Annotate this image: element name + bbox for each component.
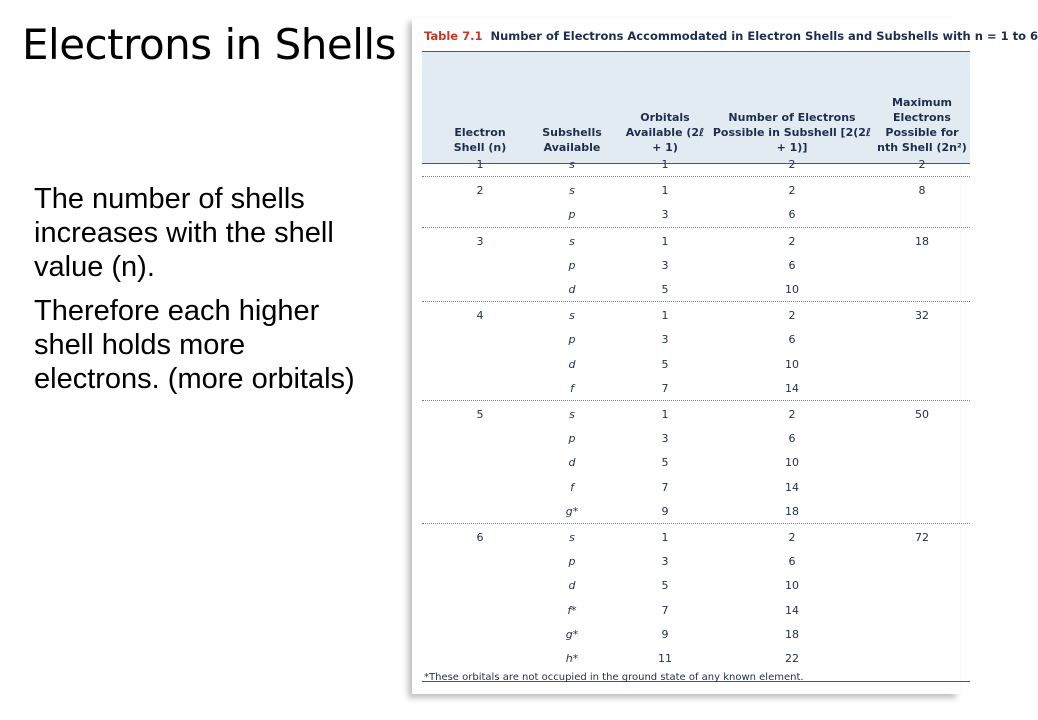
table-caption-text: Number of Electrons Accommodated in Electron Shells and Subshells with n = 1 to 6 <box>490 29 1038 43</box>
cell-electrons: 10 <box>785 357 799 371</box>
cell-orbitals: 7 <box>661 603 669 617</box>
cell-max-electrons: 32 <box>915 309 929 323</box>
cell-electrons: 6 <box>788 208 796 222</box>
cell-orbitals: 9 <box>661 504 669 518</box>
cell-electrons: 22 <box>785 652 799 665</box>
cell-max-electrons: 8 <box>918 184 926 198</box>
group-separator <box>422 301 970 302</box>
cell-subshell: d <box>568 283 576 296</box>
cell-electrons: 6 <box>788 333 796 347</box>
header-max-electrons: Maximum Electrons Possible for nth Shell (2n²) <box>877 96 967 154</box>
cell-orbitals: 3 <box>661 208 669 222</box>
cell-subshell: s <box>569 309 575 323</box>
cell-subshell: s <box>569 234 575 248</box>
cell-max-electrons: 18 <box>915 234 929 248</box>
cell-electrons: 10 <box>785 579 799 593</box>
cell-orbitals: 1 <box>661 309 669 323</box>
cell-orbitals: 3 <box>661 258 669 272</box>
cell-subshell: s <box>569 531 575 544</box>
cell-subshell: s <box>569 408 575 421</box>
cell-subshell: f <box>570 381 574 395</box>
cell-electrons: 14 <box>785 381 799 395</box>
cell-orbitals: 3 <box>661 555 669 569</box>
group-separator <box>422 523 970 524</box>
cell-electrons: 18 <box>785 627 799 641</box>
cell-orbitals: 5 <box>661 357 669 371</box>
cell-orbitals: 1 <box>661 531 669 544</box>
cell-max-electrons: 50 <box>915 408 929 421</box>
cell-subshell: f* <box>567 603 577 617</box>
cell-orbitals: 9 <box>661 627 669 641</box>
group-separator <box>422 400 970 401</box>
cell-electrons: 2 <box>788 184 796 198</box>
bullet-text: Therefore each higher shell holds more electrons. (more orbitals) <box>34 295 355 395</box>
cell-electrons: 6 <box>788 432 796 446</box>
cell-max-electrons: 72 <box>915 531 929 544</box>
slide-title: Electrons in Shells <box>22 20 396 69</box>
cell-shell: 4 <box>476 309 484 323</box>
cell-electrons: 2 <box>788 408 796 421</box>
cell-orbitals: 1 <box>661 158 669 171</box>
header-electron-shell: Electron Shell (n) <box>453 126 507 154</box>
cell-shell: 6 <box>476 531 484 544</box>
cell-subshell: d <box>568 579 576 593</box>
cell-orbitals: 1 <box>661 408 669 421</box>
cell-subshell: h* <box>565 652 579 665</box>
cell-electrons: 2 <box>788 158 796 171</box>
cell-electrons: 18 <box>785 504 799 518</box>
cell-subshell: g* <box>565 627 579 641</box>
header-subshells: Subshells Available <box>542 126 602 154</box>
table-footnote: *These orbitals are not occupied in the ground state of any known element. <box>424 672 804 683</box>
cell-electrons: 2 <box>788 531 796 544</box>
cell-orbitals: 3 <box>661 432 669 446</box>
cell-electrons: 14 <box>785 480 799 494</box>
cell-orbitals: 5 <box>661 283 669 296</box>
cell-subshell: d <box>568 357 576 371</box>
table-label: Table 7.1 <box>424 29 483 43</box>
header-orbitals: Orbitals Available (2ℓ + 1) <box>625 111 705 154</box>
cell-shell: 5 <box>476 408 484 421</box>
table-header <box>422 51 970 164</box>
cell-subshell: p <box>568 258 576 272</box>
cell-shell: 3 <box>476 234 484 248</box>
cell-subshell: p <box>568 208 576 222</box>
cell-orbitals: 5 <box>661 579 669 593</box>
cell-electrons: 2 <box>788 309 796 323</box>
table-caption <box>424 29 1038 43</box>
cell-orbitals: 7 <box>661 480 669 494</box>
cell-shell: 1 <box>476 158 484 171</box>
cell-orbitals: 5 <box>661 456 669 470</box>
cell-subshell: s <box>569 158 575 171</box>
cell-electrons: 10 <box>785 283 799 296</box>
cell-subshell: p <box>568 555 576 569</box>
cell-electrons: 6 <box>788 258 796 272</box>
header-electrons-subshell: Number of Electrons Possible in Subshell [2(2ℓ + 1)] <box>712 111 872 154</box>
cell-electrons: 14 <box>785 603 799 617</box>
cell-shell: 2 <box>476 184 484 198</box>
cell-max-electrons: 2 <box>918 158 926 171</box>
table-image <box>412 18 1038 694</box>
cell-orbitals: 1 <box>661 184 669 198</box>
bullet-text: The number of shells increases with the shell value (n). <box>34 183 334 283</box>
group-separator <box>422 227 970 228</box>
cell-subshell: d <box>568 456 576 470</box>
cell-electrons: 10 <box>785 456 799 470</box>
cell-subshell: p <box>568 432 576 446</box>
slide-body <box>34 182 374 406</box>
cell-orbitals: 7 <box>661 381 669 395</box>
group-separator <box>422 176 970 177</box>
cell-subshell: s <box>569 184 575 198</box>
cell-orbitals: 11 <box>658 652 672 665</box>
cell-subshell: f <box>570 480 574 494</box>
cell-subshell: p <box>568 333 576 347</box>
cell-orbitals: 3 <box>661 333 669 347</box>
cell-electrons: 6 <box>788 555 796 569</box>
cell-electrons: 2 <box>788 234 796 248</box>
cell-subshell: g* <box>565 504 579 518</box>
cell-orbitals: 1 <box>661 234 669 248</box>
